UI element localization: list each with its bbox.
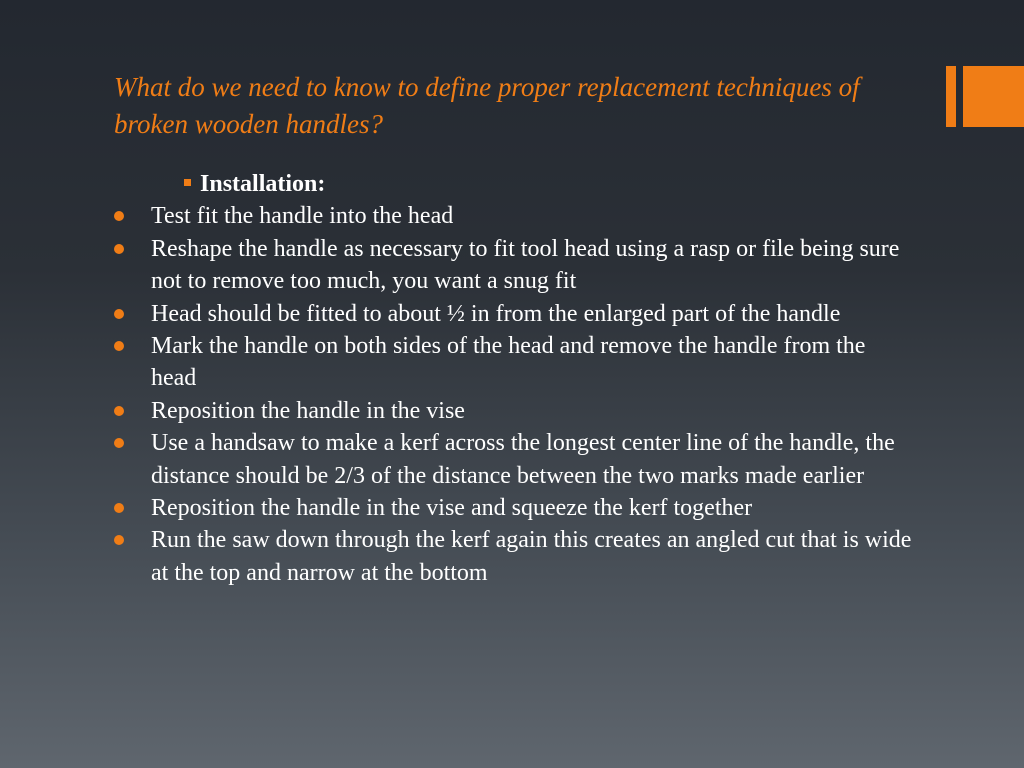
list-item bbox=[114, 330, 914, 395]
list-item-text: Mark the handle on both sides of the head and remove the handle from the head bbox=[151, 333, 866, 392]
accent-bar-thin bbox=[946, 66, 956, 127]
slide-title: What do we need to know to define proper replacement techniques of broken wooden handles? bbox=[114, 72, 860, 139]
round-bullet-icon bbox=[114, 503, 124, 513]
round-bullet-icon bbox=[114, 244, 124, 254]
list-item-text: Use a handsaw to make a kerf across the longest center line of the handle, the distance should be 2/3 of the distance between the two marks made earlier bbox=[151, 430, 895, 489]
square-bullet-icon bbox=[184, 179, 191, 186]
round-bullet-icon bbox=[114, 211, 124, 221]
list-item bbox=[114, 200, 914, 232]
round-bullet-icon bbox=[114, 309, 124, 319]
section-heading-label: Installation: bbox=[200, 171, 326, 197]
list-item bbox=[114, 395, 914, 427]
accent-bar-wide bbox=[963, 66, 1024, 127]
bullet-list bbox=[114, 200, 914, 589]
list-item-text: Run the saw down through the kerf again this creates an angled cut that is wide at the top and narrow at the bottom bbox=[151, 527, 912, 586]
list-item-text: Test fit the handle into the head bbox=[151, 203, 454, 230]
list-item bbox=[114, 524, 914, 589]
list-item-text: Head should be fitted to about ½ in from the enlarged part of the handle bbox=[151, 300, 841, 327]
section-heading bbox=[184, 168, 914, 200]
slide-content bbox=[114, 168, 914, 589]
list-item bbox=[114, 233, 914, 298]
list-item-text: Reshape the handle as necessary to fit tool head using a rasp or file being sure not to remove too much, you want a snug fit bbox=[151, 235, 900, 295]
list-item bbox=[114, 492, 914, 524]
round-bullet-icon bbox=[114, 535, 124, 545]
list-item-text: Reposition the handle in the vise and squeeze the kerf together bbox=[151, 495, 753, 522]
list-item bbox=[114, 298, 914, 330]
list-item bbox=[114, 427, 914, 492]
round-bullet-icon bbox=[114, 438, 124, 448]
list-item-text: Reposition the handle in the vise bbox=[151, 397, 465, 424]
round-bullet-icon bbox=[114, 341, 124, 351]
round-bullet-icon bbox=[114, 406, 124, 416]
